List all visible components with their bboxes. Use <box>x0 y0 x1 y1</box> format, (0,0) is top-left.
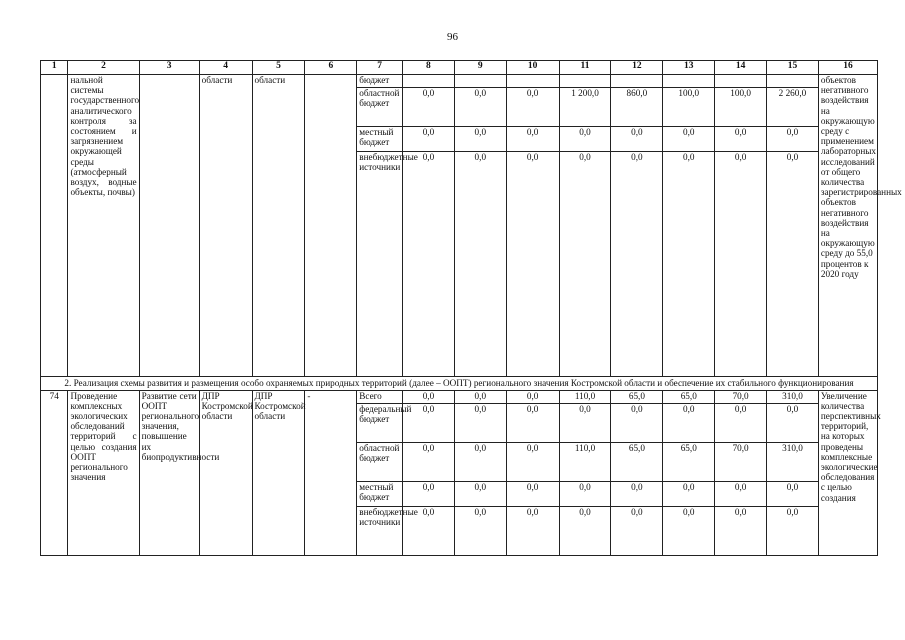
value-cell: 100,0 <box>663 88 715 127</box>
value-cell: 0,0 <box>559 481 611 506</box>
value-cell <box>767 75 819 88</box>
value-cell: 0,0 <box>403 481 455 506</box>
value-cell: 0,0 <box>559 403 611 442</box>
value-cell: 0,0 <box>454 481 506 506</box>
value-cell: 70,0 <box>715 442 767 481</box>
value-cell <box>611 75 663 88</box>
funding-source-cell: местный бюджет <box>357 481 403 506</box>
value-cell: 0,0 <box>506 88 559 127</box>
value-cell: 0,0 <box>403 403 455 442</box>
value-cell: 0,0 <box>663 127 715 152</box>
section-heading: 2. Реализация схемы развития и размещения особо охраняемых природных территорий (далее – ООПТ) регионального значения Костромской области и обеспечение их стабильного функционирования <box>41 377 878 391</box>
result-cell: Увеличение количества перспективных территорий, на которых проведены комплексные экологические обследования с целью создания <box>818 390 877 555</box>
value-cell: 0,0 <box>403 442 455 481</box>
coexecutor-cell: ДПР Костромской области <box>252 390 305 555</box>
column-header: 5 <box>252 61 305 75</box>
value-cell: 0,0 <box>454 390 506 403</box>
table-row <box>41 390 878 403</box>
value-cell: 2 260,0 <box>767 88 819 127</box>
value-cell: 65,0 <box>663 442 715 481</box>
value-cell: 0,0 <box>506 442 559 481</box>
value-cell: 310,0 <box>767 442 819 481</box>
value-cell: 65,0 <box>611 442 663 481</box>
value-cell: 0,0 <box>403 506 455 555</box>
value-cell: 0,0 <box>611 127 663 152</box>
value-cell: 0,0 <box>767 152 819 377</box>
funding-source-cell: областной бюджет <box>357 88 403 127</box>
column-header: 14 <box>715 61 767 75</box>
value-cell: 0,0 <box>403 152 455 377</box>
funding-source-cell: внебюджетные источники <box>357 506 403 555</box>
value-cell: 0,0 <box>454 403 506 442</box>
value-cell: 0,0 <box>506 403 559 442</box>
value-cell: 0,0 <box>663 506 715 555</box>
column-numbers-row <box>41 61 878 75</box>
column-header: 13 <box>663 61 715 75</box>
table-row <box>41 75 878 88</box>
value-cell: 0,0 <box>559 152 611 377</box>
value-cell: 0,0 <box>715 152 767 377</box>
value-cell: 70,0 <box>715 390 767 403</box>
funding-source-cell: бюджет <box>357 75 403 88</box>
value-cell: 0,0 <box>454 127 506 152</box>
goal-cell <box>139 75 199 377</box>
result-cell: объектов негативного воздействия на окружающую среду с применением лабораторных исследований от общего количества зарегистрированных объектов негативного воздействия на окружающую среду до 55,0 процентов к 2020 году <box>818 75 877 377</box>
column-header: 16 <box>818 61 877 75</box>
value-cell: 0,0 <box>611 481 663 506</box>
item-number-cell: 74 <box>41 390 68 555</box>
coexecutor-cell: области <box>252 75 305 377</box>
item-number-cell <box>41 75 68 377</box>
column-header: 4 <box>199 61 252 75</box>
goal-cell: Развитие сети ООПТ регионального значения, повышение их биопродуктивности <box>139 390 199 555</box>
value-cell: 0,0 <box>403 390 455 403</box>
value-cell <box>559 75 611 88</box>
value-cell: 0,0 <box>767 481 819 506</box>
value-cell: 0,0 <box>663 403 715 442</box>
item-name-cell: нальной системы государственного аналитического контроля за состоянием и загрязнением окружающей среды (атмосферный воздух, водные объекты, почвы) <box>68 75 139 377</box>
value-cell: 0,0 <box>715 506 767 555</box>
value-cell <box>506 75 559 88</box>
value-cell: 65,0 <box>611 390 663 403</box>
value-cell: 0,0 <box>715 127 767 152</box>
value-cell: 0,0 <box>767 403 819 442</box>
funding-source-cell: областной бюджет <box>357 442 403 481</box>
value-cell: 0,0 <box>611 506 663 555</box>
column-header: 6 <box>305 61 357 75</box>
value-cell: 0,0 <box>454 506 506 555</box>
page-number: 96 <box>447 31 458 43</box>
funding-source-cell: внебюджетные источники <box>357 152 403 377</box>
column-header: 8 <box>403 61 455 75</box>
column-header: 9 <box>454 61 506 75</box>
column-header: 15 <box>767 61 819 75</box>
value-cell <box>454 75 506 88</box>
value-cell: 0,0 <box>559 506 611 555</box>
column-header: 7 <box>357 61 403 75</box>
value-cell <box>715 75 767 88</box>
value-cell: 0,0 <box>506 390 559 403</box>
column-header: 2 <box>68 61 139 75</box>
value-cell: 0,0 <box>715 403 767 442</box>
funding-source-cell: местный бюджет <box>357 127 403 152</box>
value-cell: 65,0 <box>663 390 715 403</box>
value-cell: 0,0 <box>454 152 506 377</box>
value-cell: 0,0 <box>767 506 819 555</box>
value-cell: 310,0 <box>767 390 819 403</box>
value-cell: 100,0 <box>715 88 767 127</box>
value-cell: 0,0 <box>506 152 559 377</box>
column-header: 10 <box>506 61 559 75</box>
value-cell: 0,0 <box>506 481 559 506</box>
item-name-cell: Проведение комплексных экологических обследований территорий с целью создания ООПТ регионального значения <box>68 390 139 555</box>
value-cell: 0,0 <box>454 442 506 481</box>
value-cell: 0,0 <box>767 127 819 152</box>
value-cell: 0,0 <box>506 506 559 555</box>
section-heading-row <box>41 377 878 391</box>
participant-cell <box>305 75 357 377</box>
column-header: 1 <box>41 61 68 75</box>
value-cell: 0,0 <box>403 88 455 127</box>
value-cell: 0,0 <box>611 403 663 442</box>
executor-cell: области <box>199 75 252 377</box>
program-table <box>40 60 902 556</box>
value-cell: 0,0 <box>715 481 767 506</box>
value-cell: 0,0 <box>559 127 611 152</box>
participant-cell: - <box>305 390 357 555</box>
value-cell: 110,0 <box>559 442 611 481</box>
column-header: 11 <box>559 61 611 75</box>
value-cell: 0,0 <box>403 127 455 152</box>
value-cell: 0,0 <box>611 152 663 377</box>
executor-cell: ДПР Костромской области <box>199 390 252 555</box>
value-cell: 860,0 <box>611 88 663 127</box>
value-cell <box>403 75 455 88</box>
value-cell: 0,0 <box>454 88 506 127</box>
column-header: 12 <box>611 61 663 75</box>
funding-source-cell: федеральный бюджет <box>357 403 403 442</box>
column-header: 3 <box>139 61 199 75</box>
value-cell: 1 200,0 <box>559 88 611 127</box>
value-cell: 0,0 <box>506 127 559 152</box>
value-cell: 110,0 <box>559 390 611 403</box>
funding-source-cell: Всего <box>357 390 403 403</box>
value-cell: 0,0 <box>663 481 715 506</box>
value-cell <box>663 75 715 88</box>
value-cell: 0,0 <box>663 152 715 377</box>
